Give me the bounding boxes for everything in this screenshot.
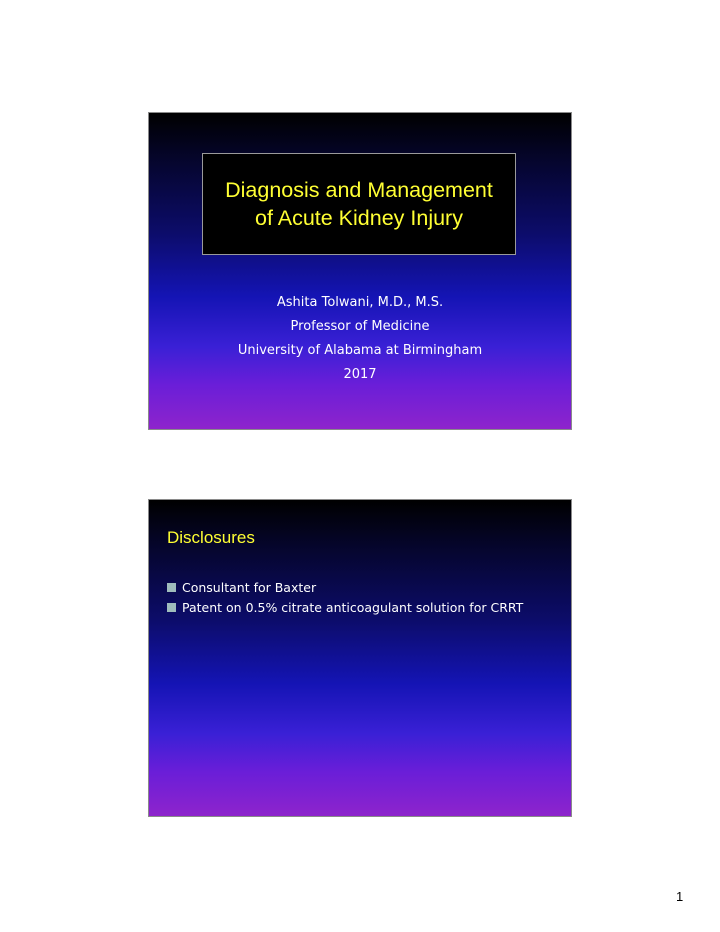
title-slide	[148, 112, 572, 430]
bullet-text: Consultant for Baxter	[182, 579, 317, 595]
author-institution: University of Alabama at Birmingham	[237, 343, 483, 358]
disclosures-slide	[148, 499, 572, 817]
author-name: Ashita Tolwani, M.D., M.S.	[276, 295, 444, 310]
page-number: 1	[676, 889, 684, 904]
square-bullet-icon	[167, 603, 176, 612]
slide-heading: Disclosures	[167, 528, 255, 547]
list-item	[167, 597, 523, 617]
square-bullet-icon	[167, 583, 176, 592]
list-item	[167, 577, 523, 597]
slide-title-line: Diagnosis and Management	[225, 178, 493, 202]
author-title: Professor of Medicine	[290, 319, 430, 334]
author-info	[149, 291, 571, 387]
slide-title-box	[202, 153, 516, 255]
bullet-list	[167, 577, 523, 617]
presentation-year: 2017	[343, 367, 377, 382]
bullet-text: Patent on 0.5% citrate anticoagulant solution for CRRT	[182, 599, 524, 615]
slide-title-line: of Acute Kidney Injury	[255, 206, 463, 230]
